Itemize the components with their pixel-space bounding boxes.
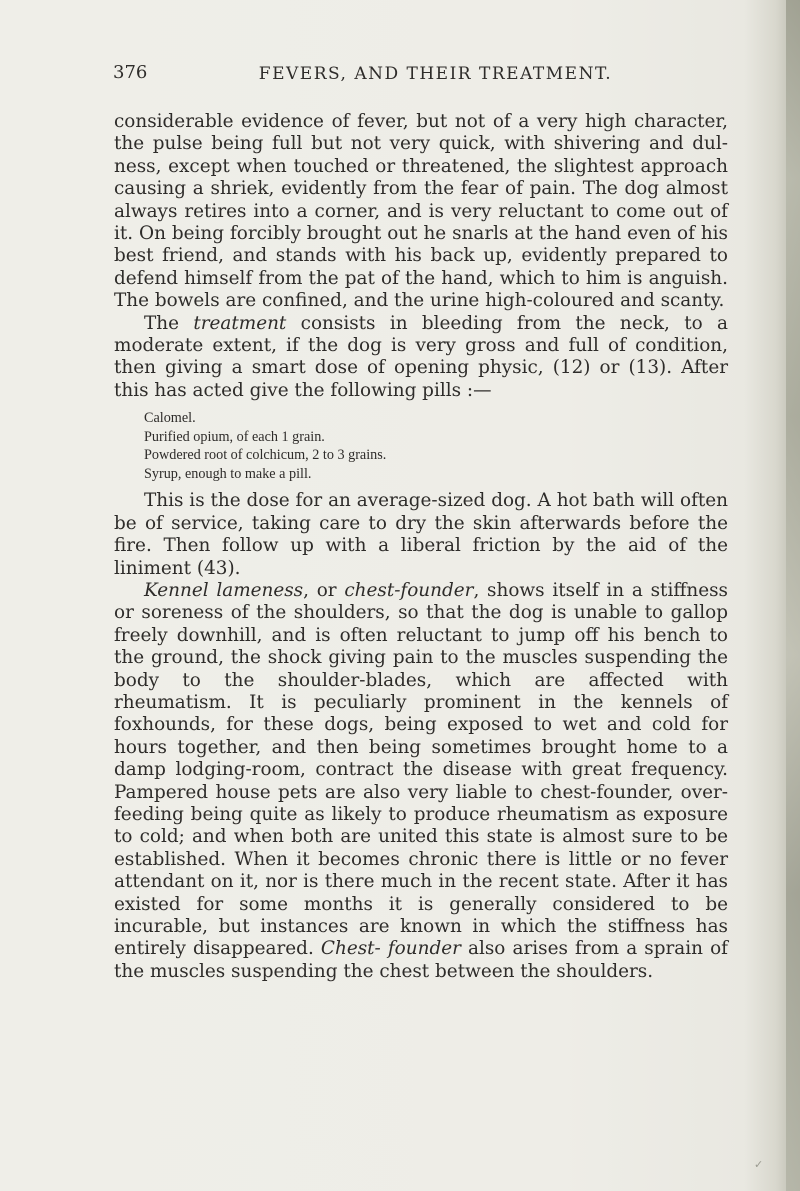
kennel-lameness-text: , shows itself in a stiffness or soreness of the shoulders, so that the dog is unable to gallop freely downhill, and is often reluctant to jump off his bench to the ground, the shock giving pain to the muscles suspending the body to the shoulder-blades, which are affected with rheumatism. It is peculiarly prominent in the kennels of foxhounds, for these dogs, being exposed to wet and cold for hours together, and then being sometimes brought home to a damp lodging-room, contract the disease with great frequency. Pampered house pets are also very liable to chest-founder, over-feeding being quite as likely to produce rheumatism as exposure to cold; and when both are united this state is almost sure to be established. When it becomes chronic there is little or no fever attendant on it, nor is there much in the recent state. After it has existed for some months it is generally considered to be incurable, but instances are known in which the stiffness has entirely disappeared. xyxy=(114,579,728,960)
page-number: 376 xyxy=(113,62,148,83)
recipe-line: Powdered root of colchicum, 2 to 3 grains. xyxy=(144,447,387,464)
stray-mark: ✓ xyxy=(754,1158,764,1171)
page-edge-shadow xyxy=(786,0,800,1191)
recipe-line: Purified opium, of each 1 grain. xyxy=(144,428,325,445)
paragraph-symptoms: considerable evidence of fever, but not of a very high character, the pulse being full but not very quick, with shivering and dul- ness, except when touched or threatened, the slightest approach causing a shriek, evidently from the fear of pain. The dog almost always retires into a corner, and is very reluctant to come out of it. On being forcibly brought out he snarls at the hand even of his best friend, and stands with his back up, evidently prepared to defend himself from the pat of the hand, which to him is anguish. The bowels are confined, and the urine high-coloured and scanty. xyxy=(114,111,728,312)
body-text xyxy=(114,111,728,983)
paragraph-kennel-lameness xyxy=(114,580,728,983)
treatment-text: consists in bleeding from the neck, to a moderate extent, if the dog is very gross and full of condition, then giving a smart dose of opening physic, (12) or (13). After this has acted give the following pills :— xyxy=(114,312,728,401)
paragraph-treatment xyxy=(114,313,728,403)
treatment-emphasis: treatment xyxy=(193,312,287,334)
pill-recipe xyxy=(144,409,728,483)
kennel-lameness-end: also arises from a sprain of the muscles suspending the chest between the shoulders. xyxy=(114,938,728,982)
page-header xyxy=(113,62,728,92)
chest-founder-term: chest-founder xyxy=(344,579,474,601)
chest-founder-term-2: Chest- founder xyxy=(320,938,461,960)
running-head: FEVERS, AND THEIR TREATMENT. xyxy=(258,64,613,84)
paragraph-dose: This is the dose for an average-sized dog. A hot bath will often be of service, taking care to dry the skin afterwards before the fire. Then follow up with a liberal friction by the aid of the liniment (43). xyxy=(114,490,728,579)
recipe-line: Calomel. xyxy=(144,410,196,427)
kennel-lameness-term: Kennel lameness xyxy=(144,579,304,601)
recipe-line: Syrup, enough to make a pill. xyxy=(144,465,312,482)
treatment-lead: The xyxy=(144,312,194,334)
kennel-lameness-or: , or xyxy=(303,579,345,601)
